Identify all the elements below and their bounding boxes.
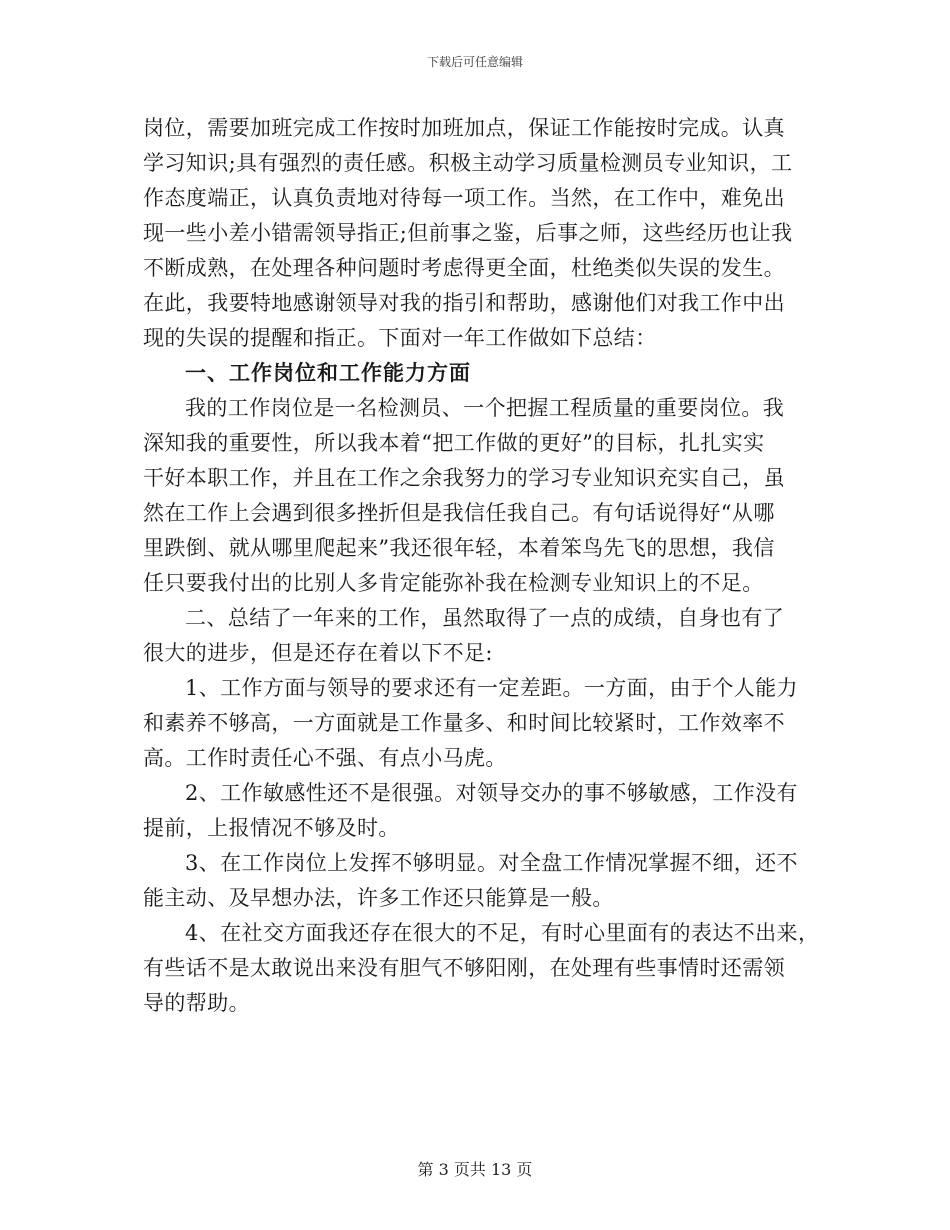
list-item-line: 4、在社交方面我还存在很大的不足，有时心里面有的表达不出来， <box>185 921 820 945</box>
paragraph-line: 岗位，需要加班完成工作按时加班加点，保证工作能按时完成。认真 <box>143 116 785 140</box>
page-footer: 第 3 页共 13 页 <box>417 1160 533 1179</box>
paragraph-line: 任只要我付出的比别人多肯定能弥补我在检测专业知识上的不足。 <box>143 571 764 595</box>
paragraph-line: 干好本职工作，并且在工作之余我努力的学习专业知识充实自己，虽 <box>143 466 785 490</box>
paragraph-line: 我的工作岗位是一名检测员、一个把握工程质量的重要岗位。我 <box>185 396 785 420</box>
list-item-line: 3、在工作岗位上发挥不够明显。对全盘工作情况掌握不细，还不 <box>185 851 798 875</box>
document-body <box>143 111 820 1021</box>
paragraph-line: 很大的进步，但是还存在着以下不足: <box>143 641 493 665</box>
section-heading: 一、工作岗位和工作能力方面 <box>185 361 471 385</box>
paragraph-line: 在此，我要特地感谢领导对我的指引和帮助，感谢他们对我工作中出 <box>143 291 785 315</box>
paragraph-line: 作态度端正，认真负责地对待每一项工作。当然，在工作中，难免出 <box>143 186 785 210</box>
paragraph-line: 和素养不够高，一方面就是工作量多、和时间比较紧时，工作效率不 <box>143 711 785 735</box>
paragraph-line: 高。工作时责任心不强、有点小马虎。 <box>143 746 507 770</box>
paragraph-line: 里跌倒、就从哪里爬起来”我还很年轻，本着笨鸟先飞的思想，我信 <box>143 536 775 560</box>
paragraph-line: 深知我的重要性，所以我本着“把工作做的更好”的目标，扎扎实实 <box>143 431 765 455</box>
paragraph-line: 现的失误的提醒和指正。下面对一年工作做如下总结： <box>143 326 657 350</box>
paragraph-line: 能主动、及早想办法，许多工作还只能算是一般。 <box>143 886 614 910</box>
paragraph-line: 不断成熟，在处理各种问题时考虑得更全面，杜绝类似失误的发生。 <box>143 256 785 280</box>
paragraph-line: 然在工作上会遇到很多挫折但是我信任我自己。有句话说得好“从哪 <box>143 501 775 525</box>
paragraph-line: 提前，上报情况不够及时。 <box>143 816 400 840</box>
list-item-line: 2、工作敏感性还不是很强。对领导交办的事不够敏感，工作没有 <box>185 781 798 805</box>
paragraph-line: 有些话不是太敢说出来没有胆气不够阳刚，在处理有些事情时还需领 <box>143 956 785 980</box>
paragraph-line: 学习知识;具有强烈的责任感。积极主动学习质量检测员专业知识，工 <box>143 151 793 175</box>
list-item-line: 1、工作方面与领导的要求还有一定差距。一方面，由于个人能力 <box>185 676 798 700</box>
paragraph-line: 导的帮助。 <box>143 991 250 1015</box>
paragraph-line: 二、总结了一年来的工作，虽然取得了一点的成绩，自身也有了 <box>185 606 785 630</box>
paragraph-line: 现一些小差小错需领导指正;但前事之鉴，后事之师，这些经历也让我 <box>143 221 793 245</box>
page-header: 下载后可任意编辑 <box>426 55 523 69</box>
